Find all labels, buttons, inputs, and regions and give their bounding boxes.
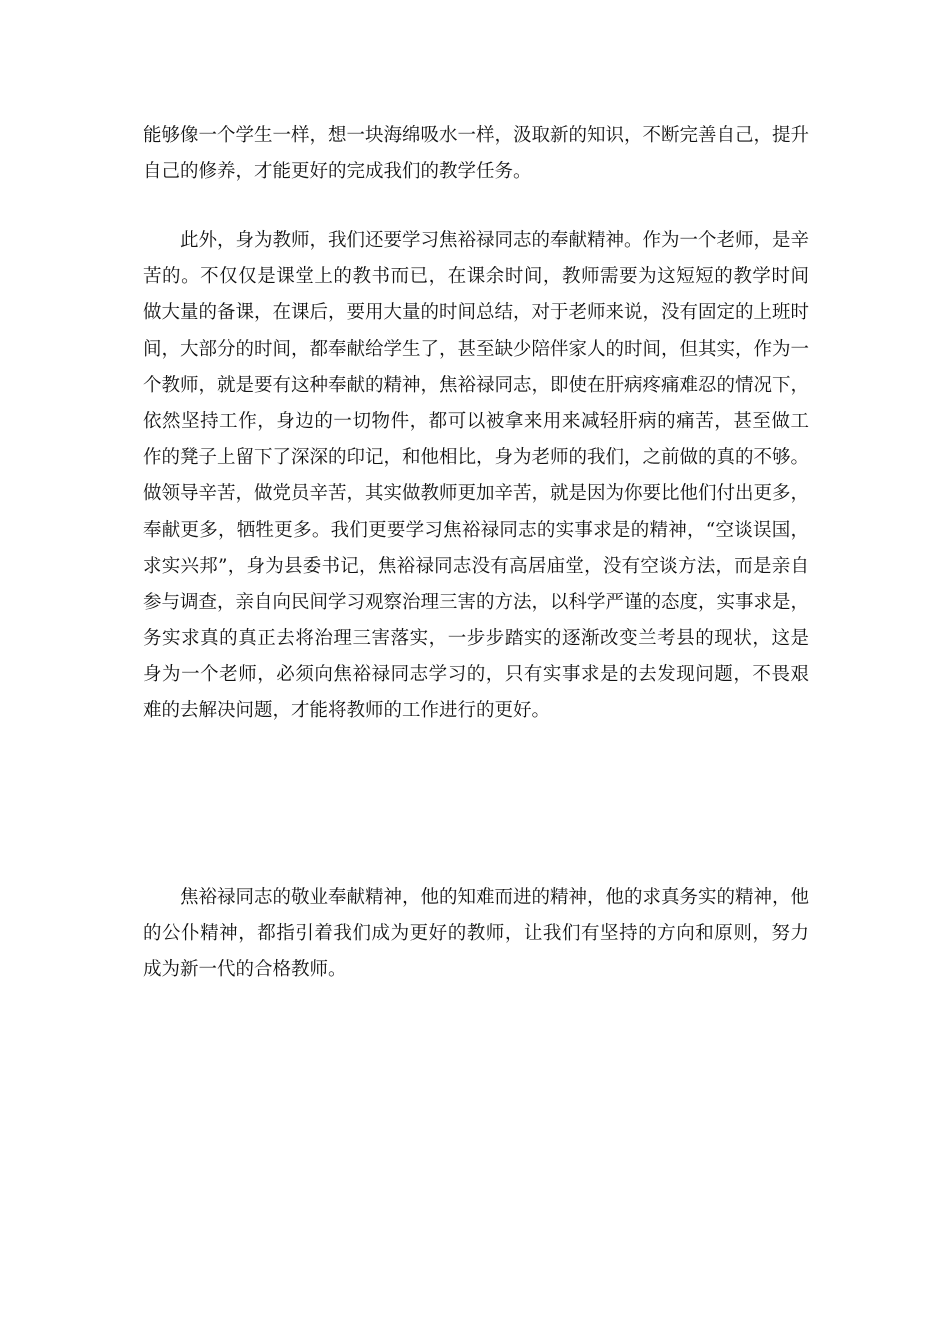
paragraph-1 [143,118,809,190]
paragraph-line: 苦的。不仅仅是课堂上的教书而已，在课余时间，教师需要为这短短的教学时间 [143,266,809,288]
paragraph-line: 间，大部分的时间，都奉献给学生了，甚至缺少陪伴家人的时间，但其实，作为一 [143,338,810,360]
paragraph-line: 难的去解决问题，才能将教师的工作进行的更好。 [143,700,551,722]
paragraph-line: 务实求真的真正去将治理三害落实，一步步踏实的逐渐改变兰考县的现状，这是 [143,628,809,650]
paragraph-line: 此外，身为教师，我们还要学习焦裕禄同志的奉献精神。作为一个老师，是辛 [180,230,810,251]
paragraph-line: 能够像一个学生一样，想一块海绵吸水一样，汲取新的知识，不断完善自己，提升 [143,125,810,146]
paragraph-line: 焦裕禄同志的敬业奉献精神，他的知难而进的精神，他的求真务实的精神，他 [180,887,810,908]
paragraph-line: 做大量的备课，在课后，要用大量的时间总结，对于老师来说，没有固定的上班时 [143,302,810,324]
paragraph-line: 求实兴邦”，身为县委书记，焦裕禄同志没有高居庙堂，没有空谈方法，而是亲自 [143,555,809,577]
paragraph-3 [143,880,809,989]
paragraph-line: 的公仆精神，都指引着我们成为更好的教师，让我们有坚持的方向和原则，努力 [143,923,809,945]
paragraph-line: 参与调查，亲自向民间学习观察治理三害的方法，以科学严谨的态度，实事求是， [143,591,810,613]
paragraph-line: 个教师，就是要有这种奉献的精神，焦裕禄同志，即使在肝病疼痛难忍的情况下， [143,374,810,396]
paragraph-line: 身为一个老师，必须向焦裕禄同志学习的，只有实事求是的去发现问题，不畏艰 [143,664,809,686]
paragraph-line: 作的凳子上留下了深深的印记，和他相比，身为老师的我们，之前做的真的不够。 [143,447,810,469]
paragraph-line: 依然坚持工作，身边的一切物件，都可以被拿来用来减轻肝病的痛苦，甚至做工 [143,410,809,432]
paragraph-line: 做领导辛苦，做党员辛苦，其实做教师更加辛苦，就是因为你要比他们付出更多， [143,483,810,505]
paragraph-2 [143,223,809,730]
paragraph-line: 成为新一代的合格教师。 [143,959,347,981]
paragraph-line: 自己的修养，才能更好的完成我们的教学任务。 [143,161,532,183]
paragraph-line: 奉献更多，牺牲更多。我们更要学习焦裕禄同志的实事求是的精神，“空谈误国， [143,519,809,541]
